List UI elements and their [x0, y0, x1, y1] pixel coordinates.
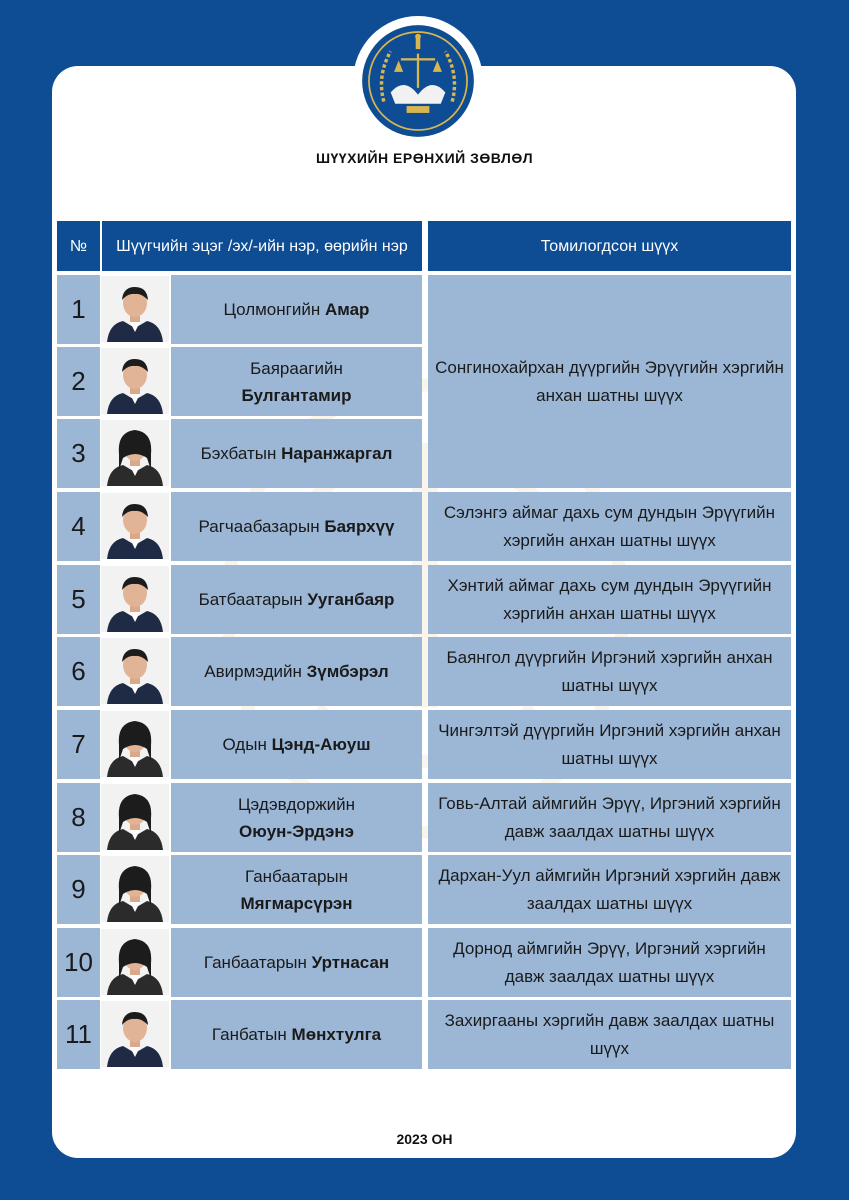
judge-photo — [101, 711, 169, 777]
judge-name — [171, 1000, 422, 1069]
logo-container — [353, 16, 483, 146]
judge-photo — [101, 1001, 169, 1067]
judge-given-name: Уртнасан — [311, 953, 390, 972]
judge-patronymic: Авирмэдийн — [204, 662, 302, 681]
judge-patronymic: Рагчаабазарын — [198, 517, 320, 536]
judge-patronymic: Цолмонгийн — [223, 300, 321, 319]
judge-name-text — [241, 355, 351, 409]
row-number: 7 — [57, 710, 100, 779]
row-number: 6 — [57, 637, 100, 706]
male-portrait-icon — [101, 1001, 169, 1067]
female-portrait-icon — [101, 711, 169, 777]
assigned-court: Захиргааны хэргийн давж заалдах шатны шүүх — [428, 1000, 791, 1069]
judge-name — [171, 419, 422, 488]
female-portrait-icon — [101, 784, 169, 850]
judge-name — [171, 275, 422, 344]
assigned-court: Дархан-Уул аймгийн Иргэний хэргийн давж заалдах шатны шүүх — [428, 855, 791, 924]
judge-name-text — [224, 296, 370, 323]
judicial-council-emblem-icon — [361, 24, 475, 138]
column-header-court: Томилогдсон шүүх — [428, 221, 791, 271]
row-number: 9 — [57, 855, 100, 924]
judge-given-name: Зүмбэрэл — [306, 662, 389, 681]
judge-photo — [101, 566, 169, 632]
column-header-number: № — [57, 221, 100, 271]
judge-name-text — [240, 863, 352, 917]
judge-patronymic: Цэдэвдоржийн — [237, 794, 356, 814]
row-number: 8 — [57, 783, 100, 852]
judge-photo — [101, 856, 169, 922]
judge-patronymic: Ганбаатарын — [203, 953, 307, 972]
judge-given-name: Мягмарсүрэн — [240, 893, 353, 913]
judge-name — [171, 637, 422, 706]
assigned-court: Сонгинохайрхан дүүргийн Эрүүгийн хэргийн анхан шатны шүүх — [428, 275, 791, 488]
judge-patronymic: Бэхбатын — [200, 444, 277, 463]
row-number: 2 — [57, 347, 100, 416]
female-portrait-icon — [101, 856, 169, 922]
judge-photo — [101, 420, 169, 486]
judge-given-name: Булгантамир — [241, 385, 352, 405]
judge-patronymic: Ганбаатарын — [244, 866, 349, 886]
judge-name — [171, 855, 422, 924]
judge-name — [171, 492, 422, 561]
judge-patronymic: Ганбатын — [211, 1025, 287, 1044]
column-header-name: Шүүгчийн эцэг /эх/-ийн нэр, өөрийн нэр — [102, 221, 422, 271]
male-portrait-icon — [101, 493, 169, 559]
judge-name-text — [204, 949, 389, 976]
female-portrait-icon — [101, 420, 169, 486]
judge-patronymic: Батбаатарын — [198, 590, 303, 609]
judge-given-name: Баярхүү — [324, 517, 395, 536]
row-number: 5 — [57, 565, 100, 634]
row-number: 4 — [57, 492, 100, 561]
male-portrait-icon — [101, 348, 169, 414]
judge-name-text — [199, 586, 395, 613]
row-number: 3 — [57, 419, 100, 488]
judge-given-name: Амар — [324, 300, 370, 319]
male-portrait-icon — [101, 276, 169, 342]
judge-name-text — [204, 658, 388, 685]
judge-name — [171, 928, 422, 997]
judge-photo — [101, 348, 169, 414]
female-portrait-icon — [101, 929, 169, 995]
judge-given-name: Наранжаргал — [281, 444, 393, 463]
judge-photo — [101, 784, 169, 850]
male-portrait-icon — [101, 566, 169, 632]
judge-name — [171, 565, 422, 634]
judge-name-text — [199, 513, 395, 540]
judge-given-name: Ууганбаяр — [307, 590, 395, 609]
assigned-court: Чингэлтэй дүүргийн Иргэний хэргийн анхан шатны шүүх — [428, 710, 791, 779]
footer-year: 2023 ОН — [396, 1131, 453, 1147]
judge-photo — [101, 493, 169, 559]
judge-patronymic: Баяраагийн — [250, 358, 343, 378]
judge-name — [171, 347, 422, 416]
judge-patronymic: Одын — [222, 735, 267, 754]
judge-photo — [101, 638, 169, 704]
judge-name — [171, 710, 422, 779]
organization-name: ШҮҮХИЙН ЕРӨНХИЙ ЗӨВЛӨЛ — [315, 150, 534, 166]
judge-photo — [101, 929, 169, 995]
assigned-court: Хэнтий аймаг дахь сум дундын Эрүүгийн хэргийн анхан шатны шүүх — [428, 565, 791, 634]
judge-name-text — [222, 731, 370, 758]
assigned-court: Сэлэнгэ аймаг дахь сум дундын Эрүүгийн хэргийн анхан шатны шүүх — [428, 492, 791, 561]
judge-given-name: Цэнд-Аюуш — [271, 735, 371, 754]
judge-name — [171, 783, 422, 852]
judge-name-text — [238, 791, 355, 845]
row-number: 1 — [57, 275, 100, 344]
assigned-court: Баянгол дүүргийн Иргэний хэргийн анхан шатны шүүх — [428, 637, 791, 706]
judge-name-text — [201, 440, 393, 467]
row-number: 11 — [57, 1000, 100, 1069]
male-portrait-icon — [101, 638, 169, 704]
assigned-court: Дорнод аймгийн Эрүү, Иргэний хэргийн давж заалдах шатны шүүх — [428, 928, 791, 997]
judge-given-name: Оюун-Эрдэнэ — [238, 821, 354, 841]
row-number: 10 — [57, 928, 100, 997]
judge-photo — [101, 276, 169, 342]
judge-name-text — [212, 1021, 381, 1048]
judge-given-name: Мөнхтулга — [291, 1025, 382, 1044]
assigned-court: Говь-Алтай аймгийн Эрүү, Иргэний хэргийн давж заалдах шатны шүүх — [428, 783, 791, 852]
